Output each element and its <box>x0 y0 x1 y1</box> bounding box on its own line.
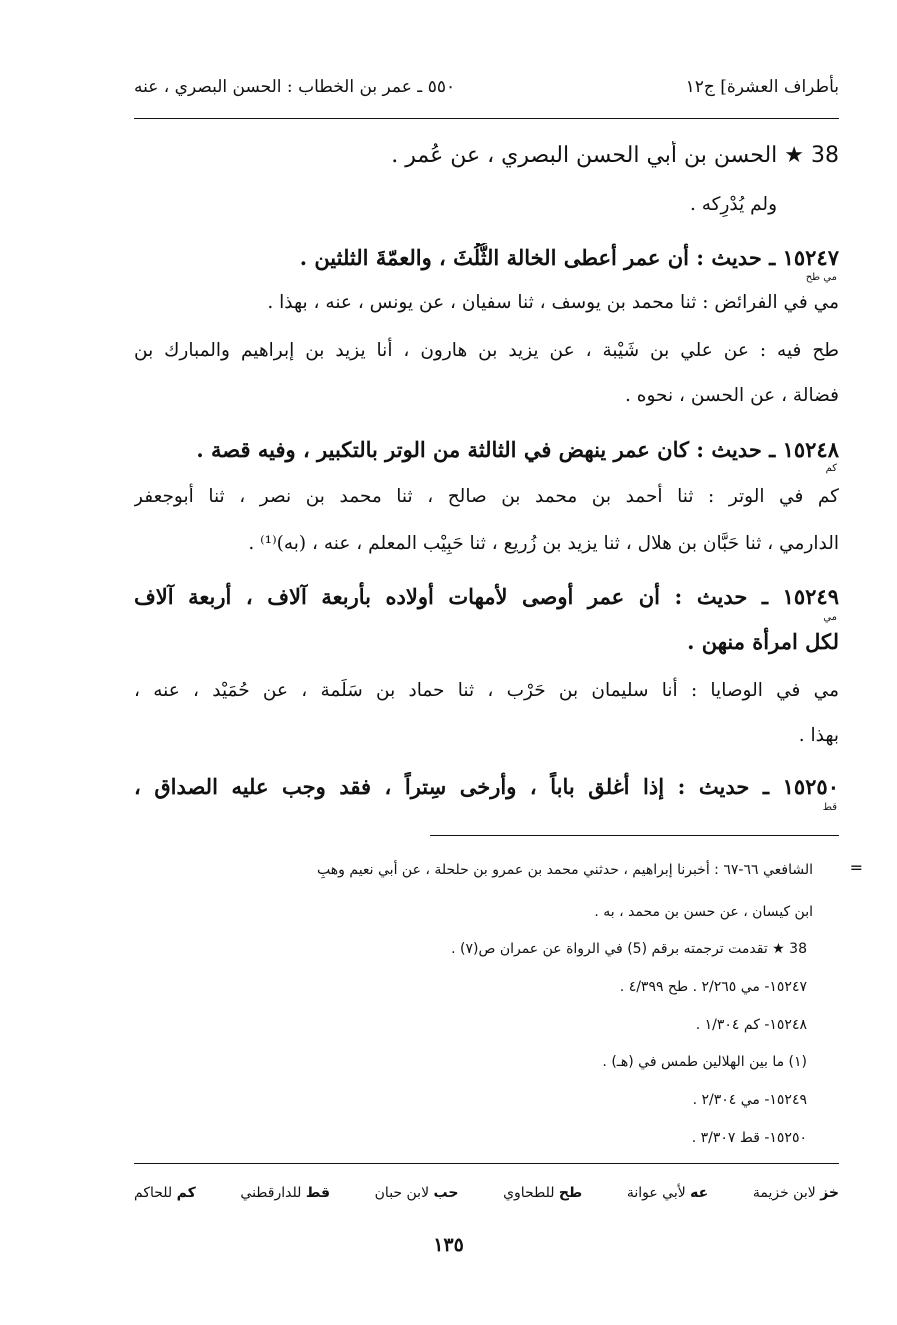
hadith-15249-title: ١٥٢٤٩ ـ حديث : أن عمر أوصى لأمهات أولاده بأربعة آلاف ، أربعة آلاف <box>134 584 839 609</box>
abbr-item: كم للحاكم <box>134 1185 196 1201</box>
hadith-15249-line-2: بهذا . <box>798 725 839 746</box>
hadith-15250-title: ١٥٢٥٠ ـ حديث : إذا أغلق باباً ، وأرخى سِتراً ، فقد وجب عليه الصداق ، <box>134 774 839 799</box>
footnote-continued-2: ابن كيسان ، عن حسن بن محمد ، به . <box>594 904 813 920</box>
narrator-entry <box>134 141 839 171</box>
hadith-15249-sigla: مي <box>823 612 837 623</box>
narrator-note: ولم يُدْرِكه . <box>689 194 777 215</box>
hadith-15248-line-2: الدارمي ، ثنا حَبَّان بن هلال ، ثنا يزيد بن زُريع ، ثنا حَبِيْب المعلم ، عنه ، (به)⁽¹⁾ . <box>248 533 839 554</box>
abbr-item: خز لابن خزيمة <box>752 1185 839 1201</box>
abbr-item: طح للطحاوي <box>503 1185 583 1201</box>
hadith-15248-sigla: كم <box>825 463 837 474</box>
abbr-item: عه لأبي عوانة <box>626 1185 709 1201</box>
running-header <box>134 72 839 102</box>
hadith-15247-line-1: مي في الفرائض : ثنا محمد بن يوسف ، ثنا سفيان ، عن يونس ، عنه ، بهذا . <box>267 292 839 313</box>
footnote-15248: ١٥٢٤٨- كم ١/٣٠٤ . <box>695 1017 807 1033</box>
hadith-15248-line-1: كم في الوتر : ثنا أحمد بن محمد بن صالح ، ثنا محمد بن نصر ، ثنا أبوجعفر <box>134 486 839 507</box>
abbreviation-rule <box>134 1163 839 1164</box>
abbreviation-key <box>134 1178 839 1208</box>
hadith-15247-title: ١٥٢٤٧ ـ حديث : أن عمر أعطى الخالة الثُّلُثَ ، والعمّةَ الثلثين . <box>299 245 839 270</box>
abbr-item: حب لابن حبان <box>374 1185 459 1201</box>
footnote-15250: ١٥٢٥٠- قط ٣/٣٠٧ . <box>691 1130 807 1146</box>
hadith-15247-line-3: فضالة ، عن الحسن ، نحوه . <box>625 385 839 406</box>
hadith-15248-title: ١٥٢٤٨ ـ حديث : كان عمر ينهض في الثالثة من الوتر بالتكبير ، وفيه قصة . <box>196 437 839 462</box>
footnote-rule <box>430 835 839 836</box>
header-rule <box>134 118 839 119</box>
footnote-15249: ١٥٢٤٩- مي ٢/٣٠٤ . <box>692 1092 807 1108</box>
footnote-continued-1: الشافعي ٦٦-٦٧ : أخبرنا إبراهيم ، حدثني محمد بن عمرو بن حلحلة ، عن أبي نعيم وهبِ <box>317 862 813 878</box>
continuation-mark: = <box>849 858 863 877</box>
hadith-15247-sigla: مي طح <box>805 272 837 283</box>
abbr-item: قط للدارقطني <box>240 1185 331 1201</box>
narrator-number: 38 <box>811 143 839 168</box>
header-volume: بأطراف العشرة] ج١٢ <box>685 77 839 97</box>
narrator-text: الحسن بن أبي الحسن البصري ، عن عُمر . <box>391 143 778 168</box>
star-icon: ★ <box>784 143 804 168</box>
footnote-1: (١) ما بين الهلالين طمس في (هـ) . <box>602 1054 807 1070</box>
footnote-15247: ١٥٢٤٧- مي ٢/٢٦٥ . طح ٤/٣٩٩ . <box>619 979 807 995</box>
hadith-15249-line-1: مي في الوصايا : أنا سليمان بن حَرْب ، ثنا حماد بن سَلَمة ، عن حُمَيْد ، عنه ، <box>134 680 839 701</box>
hadith-15250-sigla: قط <box>822 802 837 813</box>
hadith-15247-line-2: طح فيه : عن علي بن شَيْبة ، عن يزيد بن هارون ، أنا يزيد بن إبراهيم والمبارك بن <box>134 340 839 361</box>
footnote-38: 38 ★ تقدمت ترجمته برقم (5) في الرواة عن عمران ص(٧) . <box>451 941 807 957</box>
page-number: ١٣٥ <box>433 1234 464 1256</box>
header-section: ٥٥٠ ـ عمر بن الخطاب : الحسن البصري ، عنه <box>134 77 456 97</box>
hadith-15249-title-cont: لكل امرأة منهن . <box>687 629 839 654</box>
